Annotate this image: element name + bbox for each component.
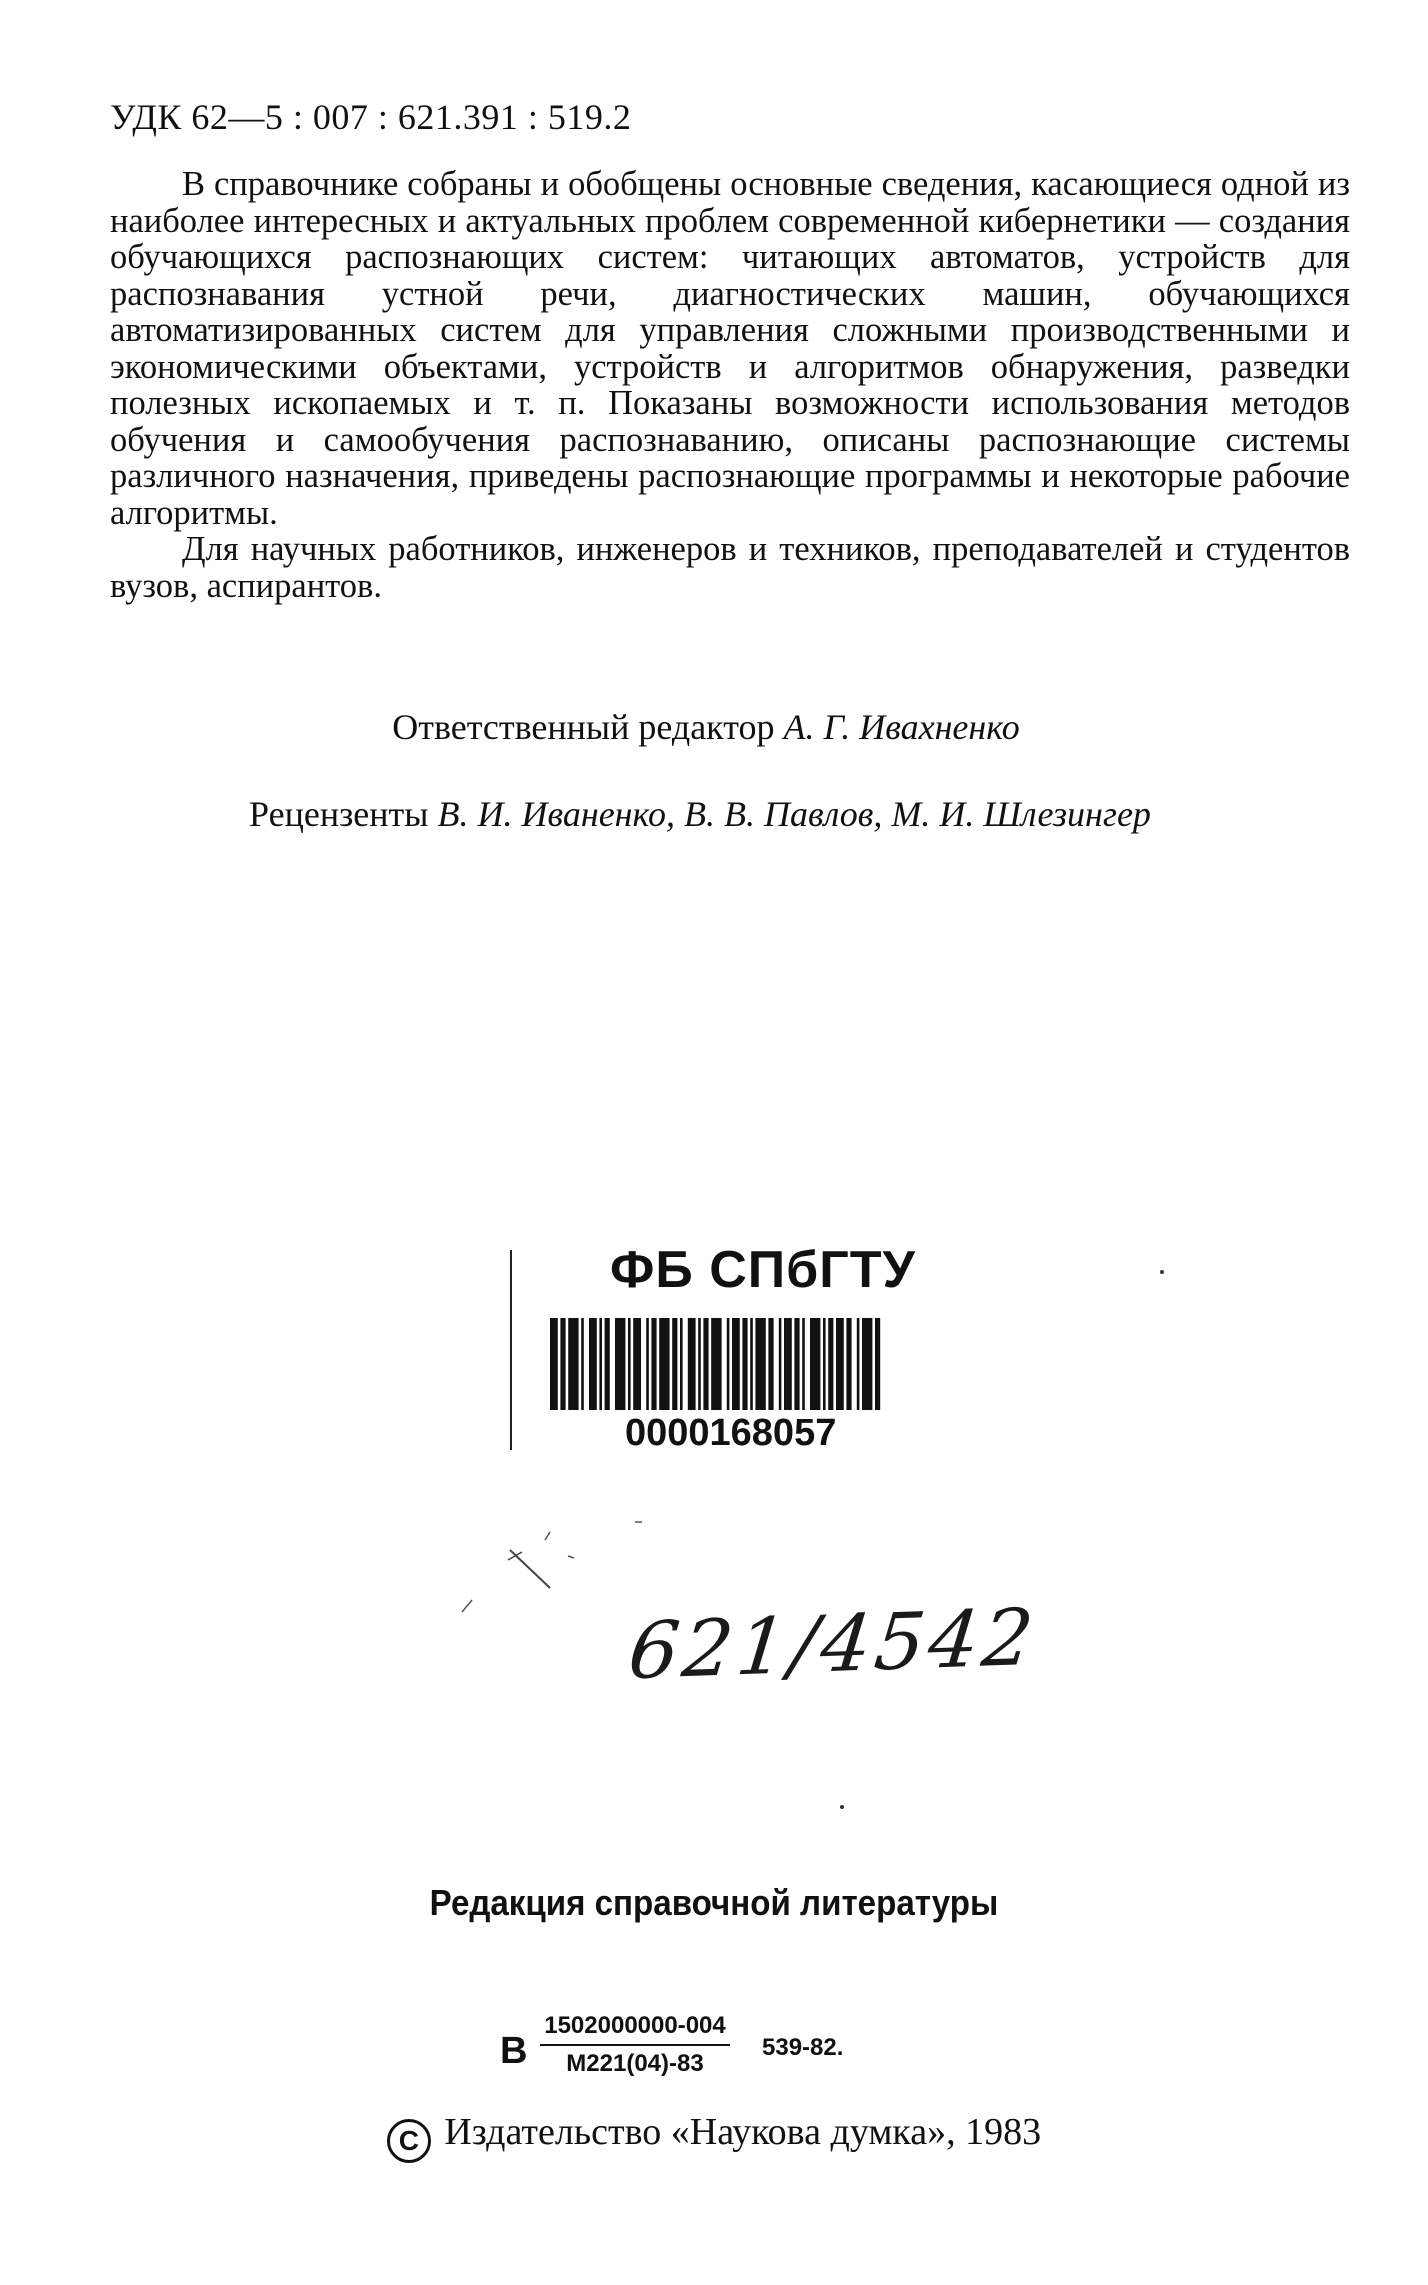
barcode-bar [755,1318,765,1410]
barcode-bar [810,1318,820,1410]
barcode-bar [680,1318,683,1410]
barcode-bar [688,1318,696,1410]
barcode-bar [599,1318,602,1410]
editor-label: Ответственный редактор [392,707,775,747]
publication-code-fraction [540,2012,730,2078]
copyright-icon: C [387,2119,431,2163]
barcode-bar [550,1318,558,1410]
publication-code-extra: 539-82. [762,2034,844,2061]
barcode-bar [581,1318,584,1410]
barcode-bar [633,1318,641,1410]
barcode-bar [646,1318,649,1410]
barcode-bar [659,1318,669,1410]
speck [840,1805,844,1809]
library-stamp-title: ФБ СПбГТУ [610,1241,916,1299]
barcode-bar [779,1318,782,1410]
barcode-bar [857,1318,860,1410]
barcode-bar [784,1318,792,1410]
barcode-bar [742,1318,747,1410]
publication-code-numerator: 1502000000-004 [540,2012,730,2046]
handwritten-inventory-number: 621/4542 [624,1592,1042,1698]
annotation-paragraph-1: В справочнике собраны и обобщены основные сведения, касающиеся одной из наиболее интересных и актуальных проблем современной кибернетики — создания обучающихся распознающих систем: читающих автоматов, устройств для распознавания устной речи, диагностических машин, обучающихся автоматизированных систем для управления сложными производственными и экономическими объектами, устройств и алгоритмов обнаружения, разведки полезных ископаемых и т. п. Показаны возможности использования методов обучения и самообучения распознаванию, описаны распознающие системы различного назначения, приведены распознающие программы и некоторые рабочие алгоритмы. [110,165,1350,532]
barcode-bar [589,1318,597,1410]
stamp-border-line [510,1250,512,1450]
barcode-bar [727,1318,730,1410]
barcode-bar [568,1318,578,1410]
barcode-bar [628,1318,631,1410]
barcode-bar [846,1318,851,1410]
barcode-bar [823,1318,826,1410]
barcode-bar [651,1318,656,1410]
barcode-icon [550,1318,985,1410]
publication-code-denominator: М221(04)-83 [566,2050,704,2077]
reviewers [0,793,1414,835]
barcode-bar [875,1318,880,1410]
barcode-bar [560,1318,565,1410]
barcode-bar [711,1318,721,1410]
barcode-bar [828,1318,833,1410]
barcode-bar [732,1318,740,1410]
barcode-bar [698,1318,701,1410]
speck [1160,1270,1164,1274]
barcode-bar [750,1318,753,1410]
barcode-bar [672,1318,677,1410]
barcode-bar [605,1318,610,1410]
reviewers-label: Рецензенты [249,794,429,834]
barcode-bar [862,1318,872,1410]
responsible-editor [0,706,1420,748]
copyright-line [0,2110,1428,2163]
reviewers-names: В. И. Иваненко, В. В. Павлов, М. И. Шлезингер [437,794,1151,834]
barcode-bar [768,1318,773,1410]
annotation [110,166,1350,604]
udk-code: УДК 62—5 : 007 : 621.391 : 519.2 [110,97,632,137]
editor-name: А. Г. Ивахненко [783,707,1020,747]
barcode-bar [615,1318,625,1410]
barcode-bar [836,1318,844,1410]
barcode-bar [802,1318,805,1410]
barcode [550,1318,985,1410]
editorial-office: Редакция справочной литературы [429,1882,999,1923]
annotation-paragraph-2: Для научных работников, инженеров и техников, преподавателей и студентов вузов, аспирантов. [110,530,1350,605]
barcode-bar [703,1318,708,1410]
barcode-number: 0000168057 [625,1412,837,1454]
library-stamp [510,1240,1030,1480]
barcode-bar [794,1318,799,1410]
copyright-text: Издательство «Наукова думка», 1983 [444,2111,1042,2153]
publication-code-letter: В [500,2030,528,2072]
